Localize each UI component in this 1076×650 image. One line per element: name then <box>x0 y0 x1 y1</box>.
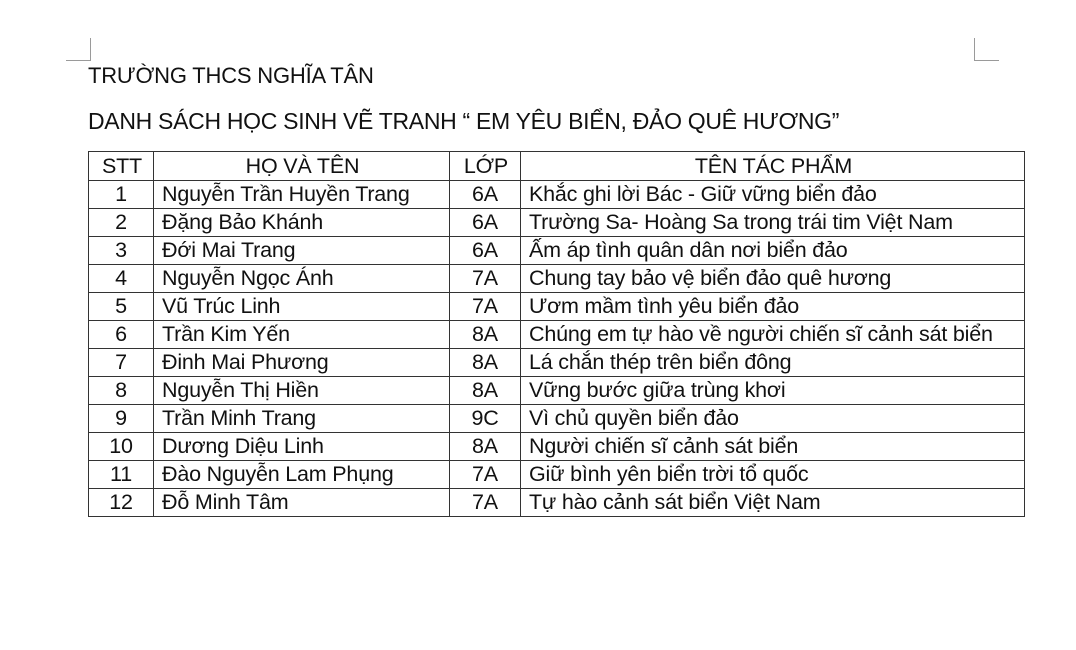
cell-work: Chung tay bảo vệ biển đảo quê hương <box>521 265 1025 293</box>
cell-name: Đặng Bảo Khánh <box>154 209 450 237</box>
cell-name: Dương Diệu Linh <box>154 433 450 461</box>
cell-name: Đào Nguyễn Lam Phụng <box>154 461 450 489</box>
table-row <box>89 265 1025 293</box>
cell-stt: 3 <box>89 237 154 265</box>
cell-name: Vũ Trúc Linh <box>154 293 450 321</box>
cell-name: Đới Mai Trang <box>154 237 450 265</box>
cell-class: 9C <box>450 405 521 433</box>
table-row <box>89 237 1025 265</box>
cell-work: Người chiến sĩ cảnh sát biển <box>521 433 1025 461</box>
cell-name: Nguyễn Ngọc Ánh <box>154 265 450 293</box>
cell-work: Vững bước giữa trùng khơi <box>521 377 1025 405</box>
cell-work: Ươm mầm tình yêu biển đảo <box>521 293 1025 321</box>
student-list-table <box>88 151 1025 517</box>
cell-name: Trần Minh Trang <box>154 405 450 433</box>
cell-name: Nguyễn Trần Huyền Trang <box>154 181 450 209</box>
document-title: DANH SÁCH HỌC SINH VẼ TRANH “ EM YÊU BIỂN, ĐẢO QUÊ HƯƠNG” <box>88 108 840 134</box>
cell-stt: 7 <box>89 349 154 377</box>
cell-stt: 11 <box>89 461 154 489</box>
cell-class: 7A <box>450 293 521 321</box>
cell-work: Vì chủ quyền biển đảo <box>521 405 1025 433</box>
cell-class: 7A <box>450 461 521 489</box>
table-row <box>89 349 1025 377</box>
cell-class: 6A <box>450 181 521 209</box>
page-corner-mark-top-left <box>66 38 91 61</box>
cell-stt: 2 <box>89 209 154 237</box>
cell-work: Ấm áp tình quân dân nơi biển đảo <box>521 237 1025 265</box>
cell-stt: 5 <box>89 293 154 321</box>
cell-class: 8A <box>450 349 521 377</box>
cell-stt: 4 <box>89 265 154 293</box>
cell-name: Nguyễn Thị Hiền <box>154 377 450 405</box>
cell-name: Đinh Mai Phương <box>154 349 450 377</box>
cell-class: 6A <box>450 209 521 237</box>
cell-class: 7A <box>450 265 521 293</box>
table-row <box>89 181 1025 209</box>
cell-work: Giữ bình yên biển trời tổ quốc <box>521 461 1025 489</box>
table-row <box>89 377 1025 405</box>
cell-stt: 10 <box>89 433 154 461</box>
cell-work: Lá chắn thép trên biển đông <box>521 349 1025 377</box>
cell-stt: 9 <box>89 405 154 433</box>
table-row <box>89 293 1025 321</box>
cell-work: Tự hào cảnh sát biển Việt Nam <box>521 489 1025 517</box>
cell-class: 6A <box>450 237 521 265</box>
table-row <box>89 321 1025 349</box>
table-row <box>89 461 1025 489</box>
cell-work: Chúng em tự hào về người chiến sĩ cảnh sát biển <box>521 321 1025 349</box>
school-name: TRƯỜNG THCS NGHĨA TÂN <box>88 63 374 88</box>
table-header-row <box>89 152 1025 181</box>
cell-class: 8A <box>450 321 521 349</box>
column-header-class: LỚP <box>450 152 521 181</box>
cell-class: 8A <box>450 433 521 461</box>
cell-name: Trần Kim Yến <box>154 321 450 349</box>
cell-name: Đỗ Minh Tâm <box>154 489 450 517</box>
column-header-name: HỌ VÀ TÊN <box>154 152 450 181</box>
table-row <box>89 405 1025 433</box>
cell-stt: 12 <box>89 489 154 517</box>
column-header-work: TÊN TÁC PHẨM <box>521 152 1025 181</box>
cell-stt: 1 <box>89 181 154 209</box>
table-row <box>89 209 1025 237</box>
page-corner-mark-top-right <box>974 38 999 61</box>
cell-stt: 8 <box>89 377 154 405</box>
cell-class: 8A <box>450 377 521 405</box>
cell-work: Trường Sa- Hoàng Sa trong trái tim Việt Nam <box>521 209 1025 237</box>
cell-stt: 6 <box>89 321 154 349</box>
cell-work: Khắc ghi lời Bác - Giữ vững biển đảo <box>521 181 1025 209</box>
cell-class: 7A <box>450 489 521 517</box>
column-header-stt: STT <box>89 152 154 181</box>
table-row <box>89 433 1025 461</box>
table-row <box>89 489 1025 517</box>
